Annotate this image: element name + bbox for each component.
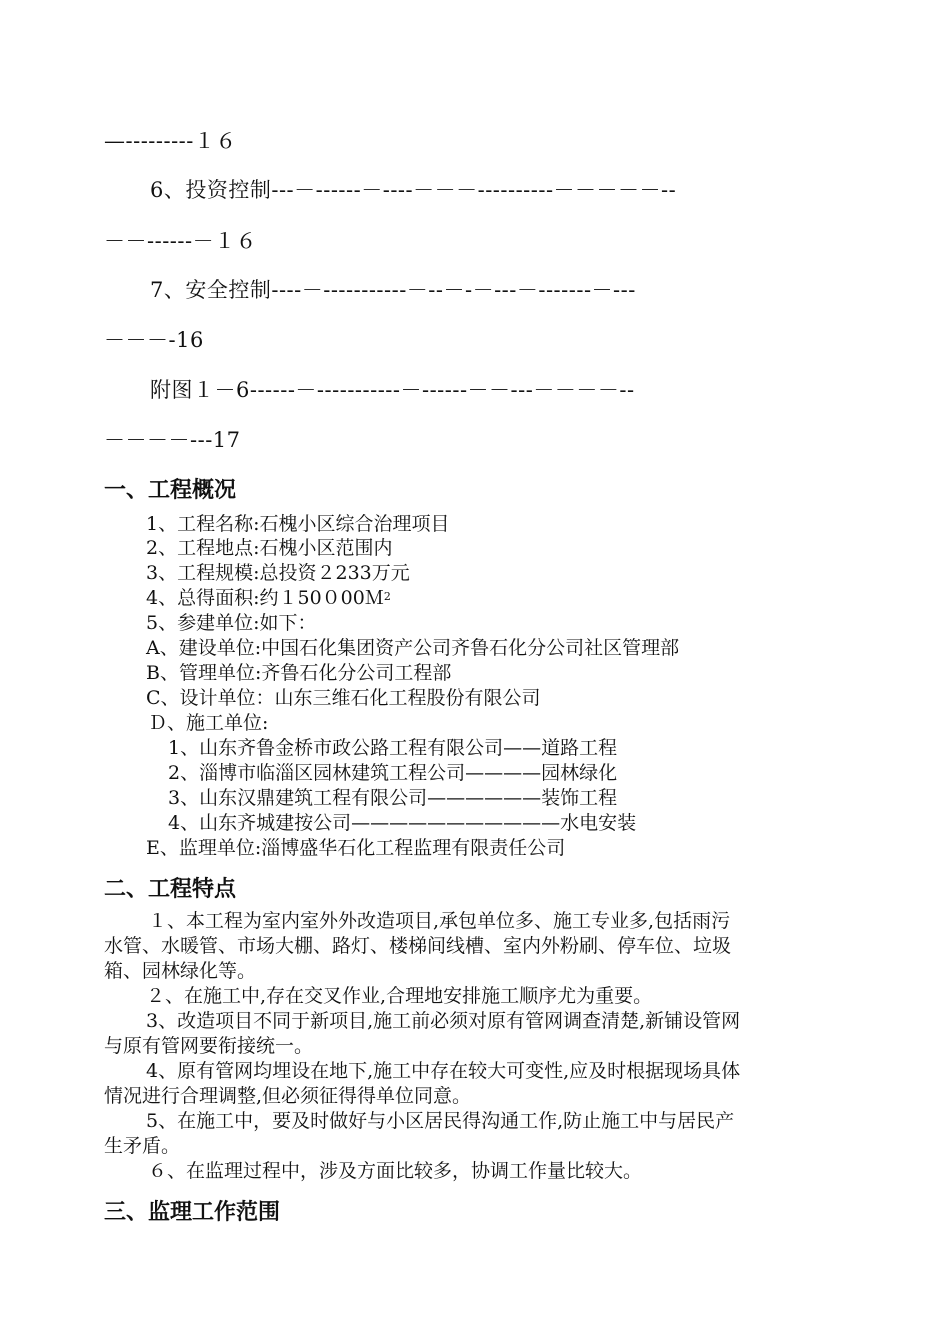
project-area-line xyxy=(146,586,391,611)
feature-paragraph-line: ６、在监理过程中，涉及方面比较多，协调工作量比较大。 xyxy=(148,1160,643,1182)
contractor-road-line: 1、山东齐鲁金桥市政公路工程有限公司——道路工程 xyxy=(168,737,618,759)
toc-line: －－－－---17 xyxy=(104,428,241,452)
feature-paragraph-line: ２、在施工中,存在交叉作业,合理地安排施工顺序尤为重要。 xyxy=(146,985,653,1007)
project-location-line: 2、工程地点:石槐小区范围内 xyxy=(146,537,393,559)
feature-paragraph-line: 水管、水暖管、市场大棚、路灯、楼梯间线槽、室内外粉刷、停车位、垃圾 xyxy=(104,935,732,957)
contractor-plumbing-line: 4、山东齐城建按公司———————————水电安装 xyxy=(168,812,637,834)
construction-unit-line: Ｄ、施工单位: xyxy=(148,712,269,734)
project-scale-line: 3、工程规模:总投资２233万元 xyxy=(146,562,410,584)
participants-line: 5、参建单位:如下： xyxy=(146,612,317,634)
project-name-line: 1、工程名称:石槐小区综合治理项目 xyxy=(146,513,450,535)
contractor-landscape-line: 2、淄博市临淄区园林建筑工程公司————园林绿化 xyxy=(168,762,618,784)
feature-paragraph-line: 生矛盾。 xyxy=(104,1135,181,1157)
owner-unit-line: A、建设单位:中国石化集团资产公司齐鲁石化分公司社区管理部 xyxy=(146,637,680,659)
toc-line: —---------１６ xyxy=(104,129,237,153)
design-unit-line: C、设计单位：山东三维石化工程股份有限公司 xyxy=(146,687,541,709)
feature-paragraph-line: 5、在施工中，要及时做好与小区居民得沟通工作,防止施工中与居民产 xyxy=(146,1110,735,1132)
feature-paragraph-line: 情况进行合理调整,但必须征得得单位同意。 xyxy=(104,1085,472,1107)
management-unit-line: B、管理单位:齐鲁石化分公司工程部 xyxy=(146,662,452,684)
project-area-text: 4、总得面积:约１50０00Ｍ xyxy=(146,587,384,609)
toc-line: －－－-16 xyxy=(104,328,204,352)
toc-entry-safety-control: 7、安全控制----－-----------－--－-－---－-------－--- xyxy=(150,278,636,302)
supervision-unit-line: E、监理单位:淄博盛华石化工程监理有限责任公司 xyxy=(146,837,566,859)
section-heading-overview: 一、工程概况 xyxy=(104,477,237,503)
feature-paragraph-line: 4、原有管网均埋设在地下,施工中存在较大可变性,应及时根据现场具体 xyxy=(146,1060,741,1082)
feature-paragraph-line: 与原有管网要衔接统一。 xyxy=(104,1035,314,1057)
section-heading-features: 二、工程特点 xyxy=(104,876,237,902)
toc-line: －－------－１６ xyxy=(104,229,258,253)
area-superscript: 2 xyxy=(383,590,391,603)
toc-entry-investment-control: 6、投资控制---－------－----－－－----------－－－－－-- xyxy=(150,178,677,202)
feature-paragraph-line: 箱、园林绿化等。 xyxy=(104,960,257,982)
contractor-decoration-line: 3、山东汉鼎建筑工程有限公司——————装饰工程 xyxy=(168,787,618,809)
feature-paragraph-line: 3、改造项目不同于新项目,施工前必须对原有管网调查清楚,新铺设管网 xyxy=(146,1010,741,1032)
feature-paragraph-line: １、本工程为室内室外外改造项目,承包单位多、施工专业多,包括雨污 xyxy=(148,910,731,932)
section-heading-scope: 三、监理工作范围 xyxy=(104,1199,281,1225)
toc-entry-appendix: 附图１－6------－-----------－------－－---－－－－-- xyxy=(150,378,635,402)
